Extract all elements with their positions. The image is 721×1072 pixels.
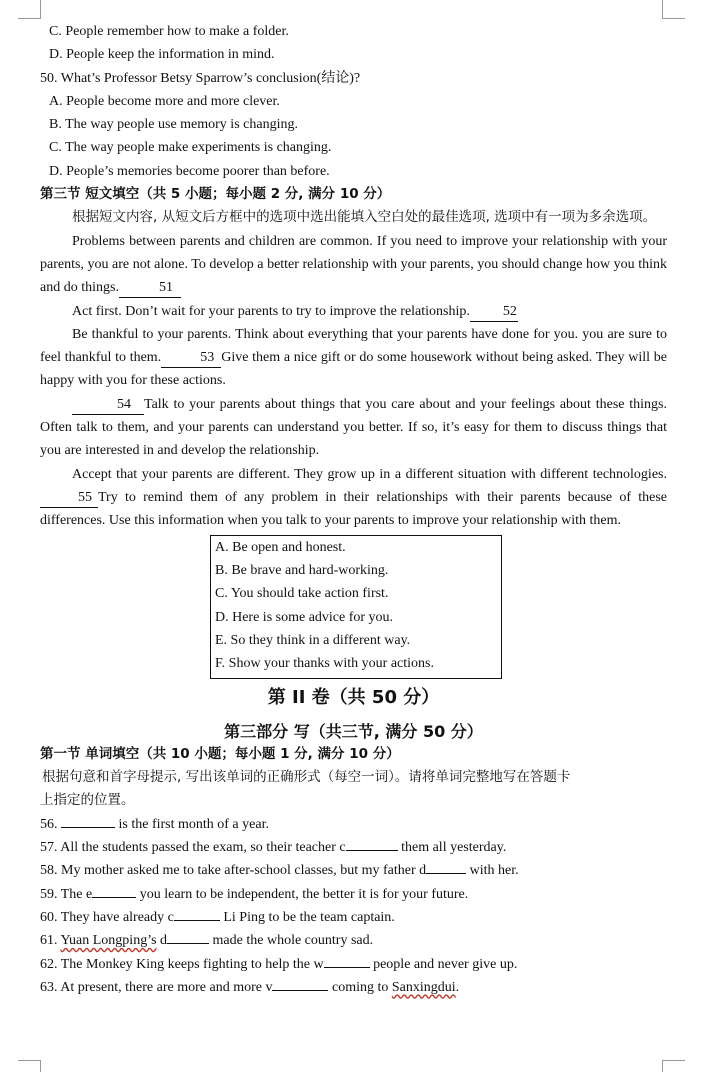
q56-suffix: is the first month of a year.	[118, 816, 269, 832]
crop-mark-bottom-left	[18, 1060, 41, 1072]
box-option-c: C. You should take action first.	[215, 586, 389, 602]
q61-underlined-name: Yuan Longping’s	[60, 933, 157, 949]
q59-suffix: you learn to be independent, the better it is for your future.	[139, 886, 469, 902]
q50-option-a: A. People become more and more clever.	[49, 93, 280, 109]
q61-blank	[167, 943, 209, 944]
question-62	[40, 953, 667, 976]
q58-prefix: 58. My mother asked me to take after-school classes, but my father d	[40, 863, 427, 879]
passage-p5b-text: Try to remind them of any problem in their relationships with their parents because of these differences. Use this information when you talk to your parents to improve your relationship with them.	[40, 489, 667, 529]
q61-prefix: 61.	[40, 933, 61, 949]
section1-instruction-line2: 上指定的位置。	[40, 792, 135, 809]
q63-blank	[272, 990, 328, 991]
q59-prefix: 59. The e	[40, 886, 93, 902]
passage-paragraph-4	[40, 393, 667, 463]
crop-mark-top-right	[662, 0, 685, 19]
q57-prefix: 57. All the students passed the exam, so their teacher c	[40, 840, 346, 856]
q62-blank	[324, 967, 370, 968]
q63-prefix: 63. At present, there are more and more v	[40, 979, 273, 995]
blank-55: 55	[40, 489, 98, 508]
passage-p4-text: Talk to your parents about things that you care about and your feelings about these things. Often talk to them, and your parents can understand you better. If so, it’s easy for them to discuss things that you are interested in and develop the relationship.	[40, 396, 667, 459]
section3-heading: 第三节 短文填空（共 5 小题；每小题 2 分, 满分 10 分）	[40, 186, 391, 203]
q62-prefix: 62. The Monkey King keeps fighting to help the w	[40, 956, 324, 972]
q57-blank	[346, 850, 398, 851]
q63-underlined-place: Sanxingdui	[391, 979, 456, 995]
q63-suffix: coming to	[331, 979, 392, 995]
section1-instruction-line1: 根据句意和首字母提示, 写出该单词的正确形式（每空一词）。请将单词完整地写在答题卡	[42, 769, 571, 786]
box-option-f: F. Show your thanks with your actions.	[215, 656, 434, 672]
passage-p3a-text: Be thankful to your parents. Think about everything that your parents have done for you. you are sure to feel thankful to them.	[40, 326, 667, 366]
q62-suffix: people and never give up.	[373, 956, 518, 972]
box-option-e: E. So they think in a different way.	[215, 633, 411, 649]
q60-blank	[174, 920, 220, 921]
passage-paragraph-2	[40, 300, 667, 323]
question-58	[40, 859, 667, 882]
section1-heading: 第一节 单词填空（共 10 小题；每小题 1 分, 满分 10 分）	[40, 745, 400, 762]
question-56	[40, 813, 667, 836]
q49-option-d: D. People keep the information in mind.	[49, 47, 275, 63]
passage-paragraph-3	[40, 323, 667, 393]
q49-option-c: C. People remember how to make a folder.	[49, 24, 289, 39]
q61-suffix: made the whole country sad.	[212, 933, 374, 949]
q50-option-c: C. The way people make experiments is changing.	[49, 140, 332, 156]
q56-blank	[61, 827, 115, 828]
options-box	[210, 535, 502, 679]
blank-52: 52	[470, 303, 518, 322]
q61-mid: d	[156, 933, 168, 949]
q59-blank	[92, 897, 136, 898]
q60-prefix: 60. They have already c	[40, 909, 174, 925]
passage-p5a-text: Accept that your parents are different. They grow up in a different situation with different technologies.	[72, 466, 667, 482]
question-57	[40, 836, 667, 859]
q50-option-d: D. People’s memories become poorer than before.	[49, 163, 330, 179]
q63-end: .	[455, 979, 460, 995]
passage-paragraph-1	[40, 230, 667, 300]
box-option-d: D. Here is some advice for you.	[215, 609, 394, 625]
blank-54: 54	[72, 396, 144, 415]
volume-2-title: 第 II 卷（共 50 分）	[267, 686, 440, 708]
q58-blank	[426, 873, 466, 874]
question-60	[40, 906, 667, 929]
q58-suffix: with her.	[469, 863, 519, 879]
crop-mark-bottom-right	[662, 1060, 685, 1072]
q56-prefix: 56.	[40, 816, 58, 832]
q50-stem: 50. What’s Professor Betsy Sparrow’s conclusion(结论)?	[40, 70, 361, 86]
q50-option-b: B. The way people use memory is changing.	[49, 117, 298, 133]
crop-mark-top-left	[18, 0, 41, 19]
passage-p2-text: Act first. Don’t wait for your parents to try to improve the relationship.	[72, 303, 470, 319]
passage-p3b-text: Give them a nice gift or do some housework without being asked. They will be happy with you for these actions.	[40, 350, 667, 389]
part-3-title: 第三部分 写（共三节, 满分 50 分）	[224, 721, 483, 741]
blank-53: 53	[161, 349, 221, 368]
question-59	[40, 883, 667, 906]
question-61	[40, 929, 667, 952]
box-option-b: B. Be brave and hard-working.	[215, 562, 389, 578]
passage-p1-text: Problems between parents and children are common. If you need to improve your relationship with your parents, you are not alone. To develop a better relationship with your parents, you should change how you think and do things.	[40, 233, 667, 296]
q60-suffix: Li Ping to be the team captain.	[223, 909, 395, 925]
section3-instruction: 根据短文内容, 从短文后方框中的选项中选出能填入空白处的最佳选项, 选项中有一项为多余选项。	[72, 209, 657, 226]
blank-51: 51	[119, 279, 181, 298]
q57-suffix: them all yesterday.	[401, 840, 507, 856]
passage-paragraph-5	[40, 463, 667, 533]
question-63	[40, 976, 667, 999]
box-option-a: A. Be open and honest.	[215, 539, 346, 555]
exam-page	[40, 20, 667, 999]
